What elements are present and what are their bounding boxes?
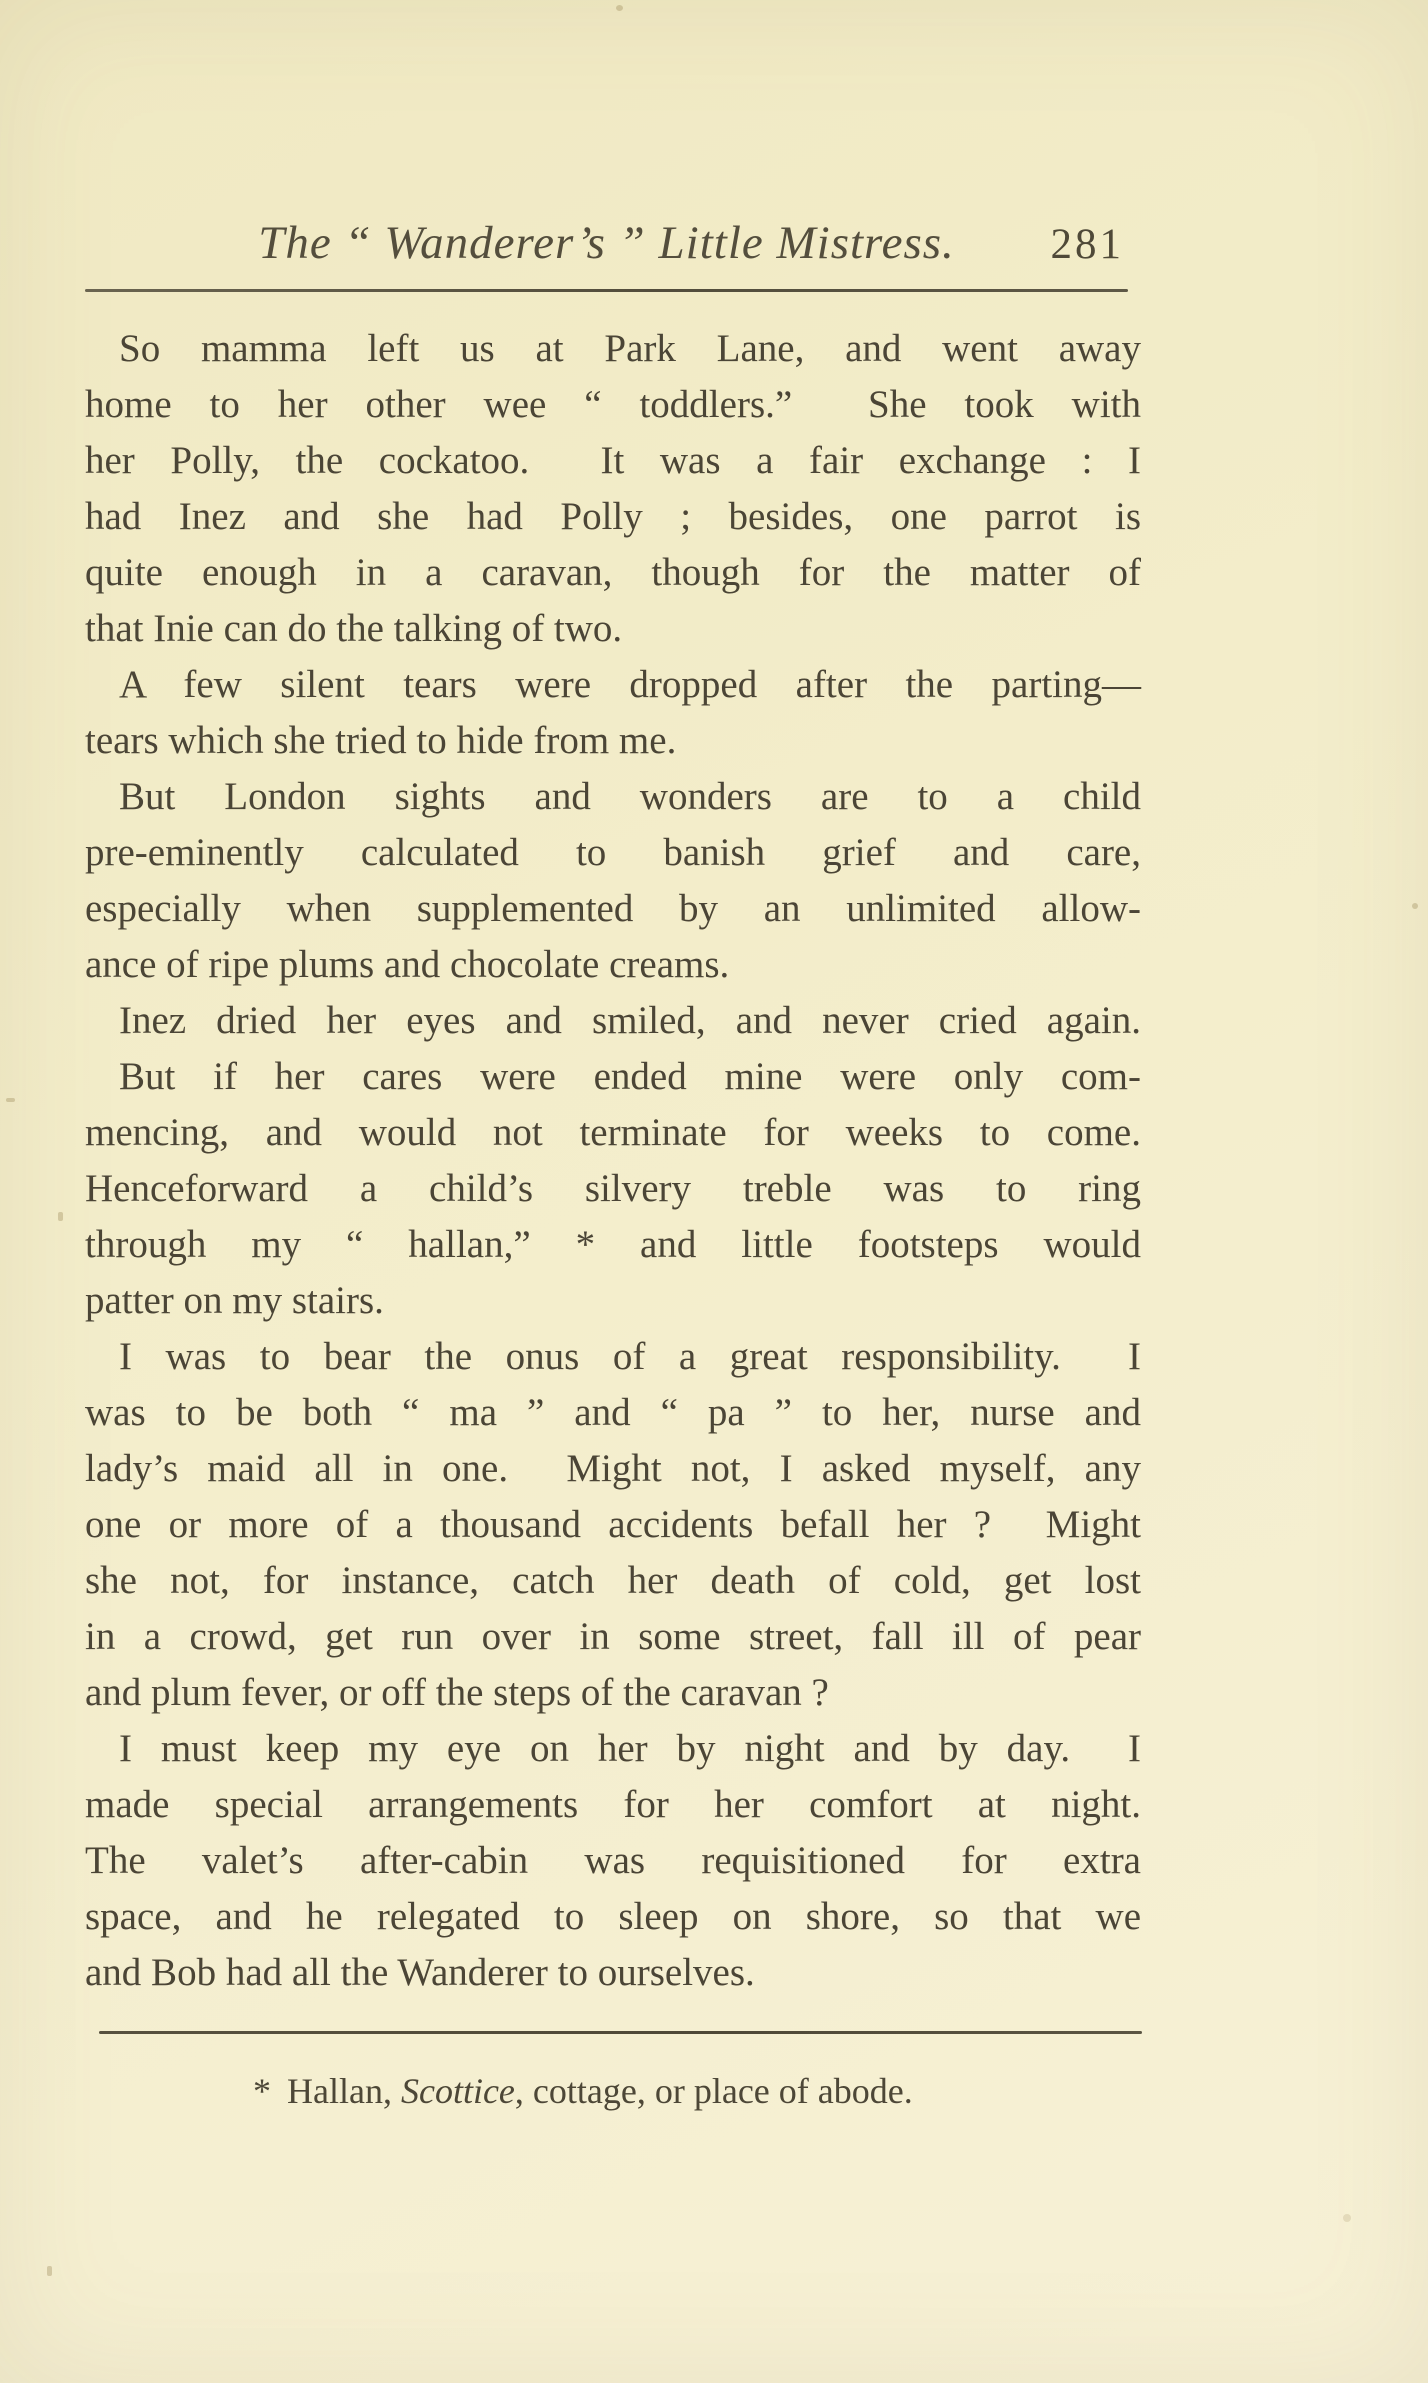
footnote-text-italic: Scottice <box>400 2071 515 2111</box>
running-header <box>85 216 1128 280</box>
footnote-text-before: Hallan, <box>287 2071 401 2111</box>
text-line: pre-eminently calculated to banish grief and care, <box>85 831 1141 874</box>
text-line: The valet’s after-cabin was requisitioned for extra <box>85 1839 1141 1882</box>
footnote-marker: * <box>253 2071 271 2111</box>
text-line: mencing, and would not terminate for weeks to come. <box>85 1111 1141 1154</box>
text-line: lady’s maid all in one. Might not, I asked myself, any <box>85 1447 1141 1490</box>
text-line: A few silent tears were dropped after the parting— <box>119 663 1141 706</box>
header-rule <box>85 289 1128 292</box>
text-line: I was to bear the onus of a great responsibility. I <box>119 1335 1141 1378</box>
page-number: 281 <box>1050 221 1124 268</box>
text-line: had Inez and she had Polly ; besides, one parrot is <box>85 495 1141 538</box>
text-line: Inez dried her eyes and smiled, and never cried again. <box>119 999 1141 1042</box>
paper-speck <box>6 1098 15 1102</box>
footnote-rule <box>99 2031 1142 2034</box>
footnote-text-after: , cottage, or place of abode. <box>514 2071 913 2111</box>
text-line: So mamma left us at Park Lane, and went away <box>119 327 1141 370</box>
text-line: that Inie can do the talking of two. <box>85 607 623 650</box>
text-line: her Polly, the cockatoo. It was a fair exchange : I <box>85 439 1141 482</box>
text-line: quite enough in a caravan, though for the matter of <box>85 551 1141 594</box>
paper-speck <box>47 2266 52 2276</box>
text-line: space, and he relegated to sleep on shore, so that we <box>85 1895 1141 1938</box>
text-line: in a crowd, get run over in some street, fall ill of pear <box>85 1615 1141 1658</box>
text-line: home to her other wee “ toddlers.” She took with <box>85 383 1141 426</box>
text-line: through my “ hallan,” * and little footsteps would <box>85 1223 1141 1266</box>
text-line: But London sights and wonders are to a child <box>119 775 1141 818</box>
text-line: tears which she tried to hide from me. <box>85 719 677 762</box>
body-text <box>85 321 1141 2001</box>
footnote <box>253 2066 1143 2116</box>
text-line: I must keep my eye on her by night and by day. I <box>119 1727 1141 1770</box>
text-line: she not, for instance, catch her death of cold, get lost <box>85 1559 1141 1602</box>
paper-speck <box>1343 2214 1351 2222</box>
text-line: made special arrangements for her comfort at night. <box>85 1783 1141 1826</box>
paper-speck <box>58 1212 63 1221</box>
text-line: one or more of a thousand accidents befall her ? Might <box>85 1503 1141 1546</box>
text-line: especially when supplemented by an unlimited allow- <box>85 887 1141 930</box>
text-line: and Bob had all the Wanderer to ourselves. <box>85 1951 755 1994</box>
page-title: The “ Wanderer’s ” Little Mistress. <box>258 217 955 269</box>
paper-speck <box>616 5 623 11</box>
text-line: Henceforward a child’s silvery treble was to ring <box>85 1167 1141 1210</box>
text-line: and plum fever, or off the steps of the caravan ? <box>85 1671 829 1714</box>
text-line: ance of ripe plums and chocolate creams. <box>85 943 730 986</box>
paper-speck <box>1412 903 1418 909</box>
text-line: patter on my stairs. <box>85 1279 384 1322</box>
text-line: But if her cares were ended mine were only com- <box>119 1055 1141 1098</box>
text-line: was to be both “ ma ” and “ pa ” to her, nurse and <box>85 1391 1141 1434</box>
